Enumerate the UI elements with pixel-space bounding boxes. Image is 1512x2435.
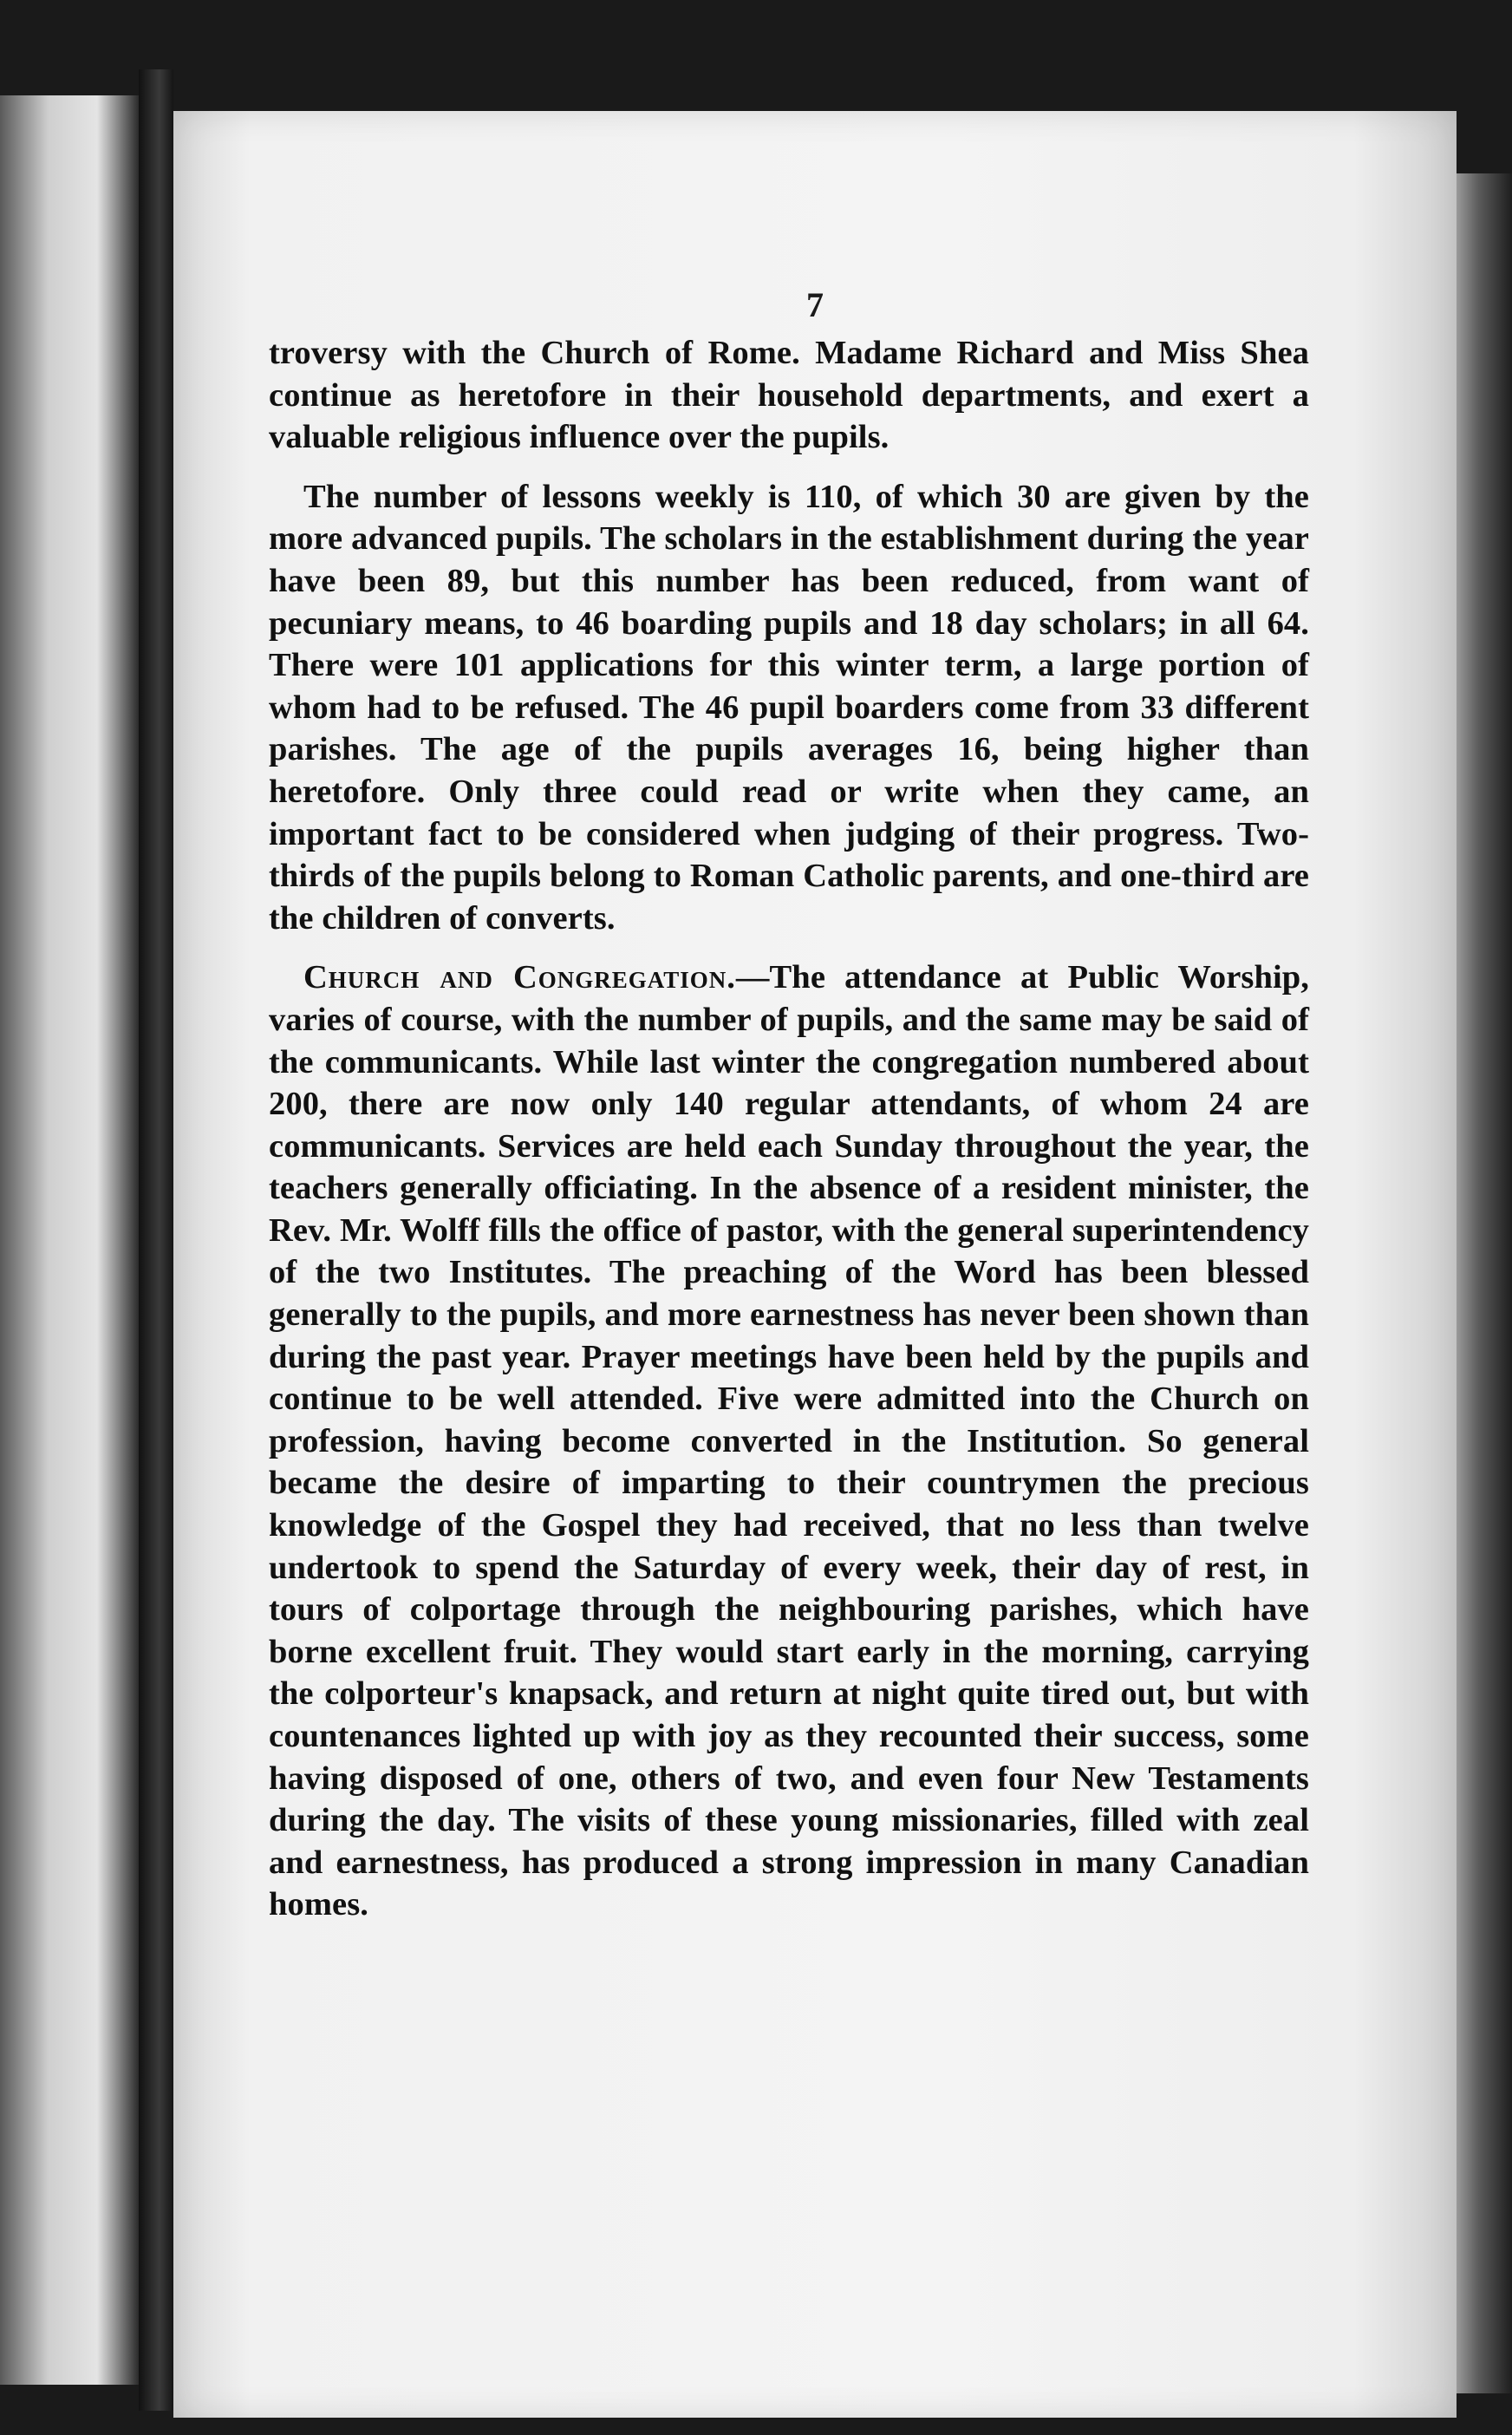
paragraph-continuation [269,332,1309,459]
body-text [269,332,1309,1943]
page-number: 7 [806,285,824,324]
paragraph-text: troversy with the Church of Rome. Madame Richard and Miss Shea continue as heretofore in their household departments, and exert a valuable religious influence over the pupils. [269,335,1309,456]
paragraph-church-congregation [269,956,1309,1926]
paragraph-text: The number of lessons weekly is 110, of which 30 are given by the more advanced pupils. The scholars in the establishment during the year have been 89, but this number has been reduced, from want of pecuniary means, to 46 boarding pupils and 18 day scholars; in all 64. There were 101 applications for this winter term, a large portion of whom had to be refused. The 46 pupil boarders come from 33 different parishes. The age of the pupils averages 16, being higher than heretofore. Only three could read or write when they came, an important fact to be considered when judging of their progress. Two-thirds of the pupils belong to Roman Catholic parents, and one-third are the children of converts. [269,478,1309,937]
section-heading: Church and Congregation. [303,959,736,996]
book-gutter [139,69,173,2411]
book-page [173,111,1457,2418]
facing-page-edge [0,95,139,2385]
paragraph-text: —The attendance at Public Worship, varies of course, with the number of pupils, and the same may be said of the communicants. While last winter the congregation numbered about 200, there are now only 140 regular attendants, of whom 24 are communicants. Services are held each Sunday throughout the year, the teachers generally officiating. In the absence of a resident minister, the Rev. Mr. Wolff fills the office of pastor, with the general superintendency of the two Institutes. The preaching of the Word has been blessed generally to the pupils, and more earnestness has never been shown than during the past year. Prayer meetings have been held by the pupils and continue to be well attended. Five were admitted into the Church on profession, having become converted in the Institution. So general became the desire of imparting to their countrymen the precious knowledge of the Gospel they had received, that no less than twelve undertook to spend the Saturday of every week, their day of rest, in tours of colportage through the neighbouring parishes, which have borne excellent fruit. They would start early in the morning, carrying the colporteur's knapsack, and return at night quite tired out, but with countenances lighted up with joy as they recounted their success, some having disposed of one, others of two, and even four New Testaments during the day. The visits of these young missionaries, filled with zeal and earnestness, has produced a strong impression in many Canadian homes. [269,959,1310,1923]
paragraph-lessons [269,476,1309,940]
page-stack-edge [1457,173,1512,2393]
